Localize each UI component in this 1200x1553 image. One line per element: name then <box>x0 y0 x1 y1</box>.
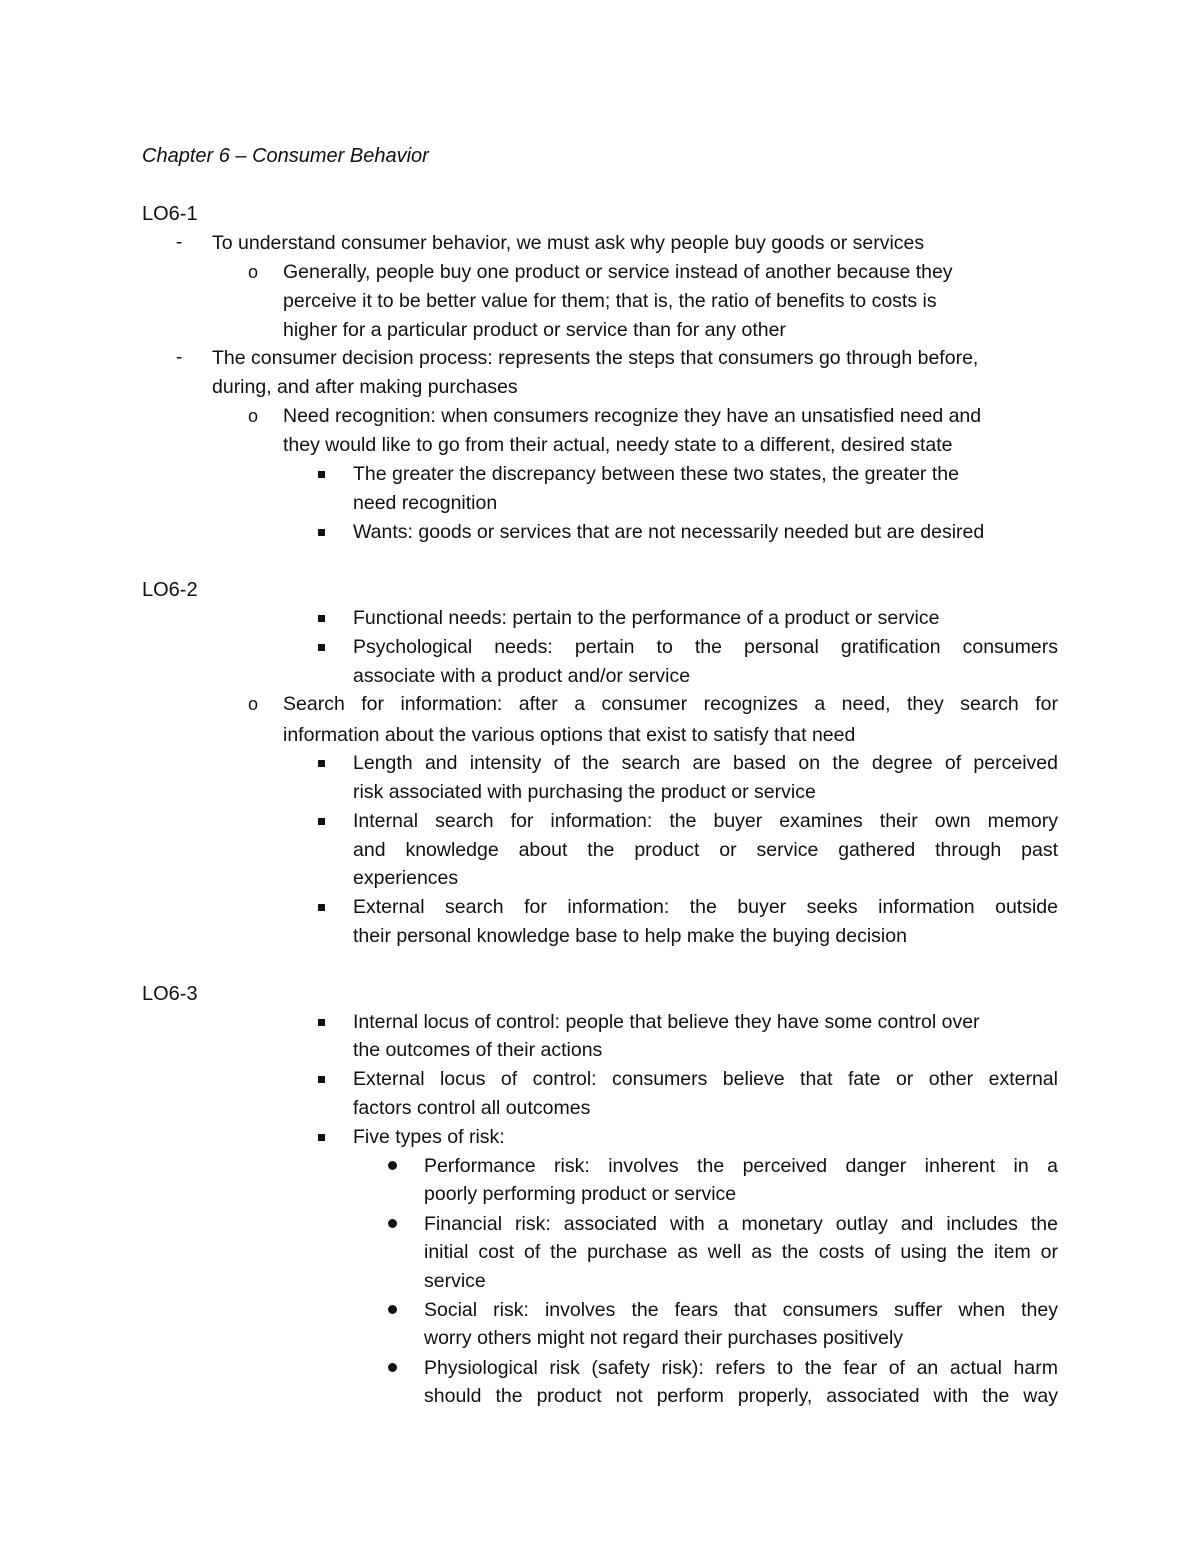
round-bullet <box>388 1363 397 1372</box>
square-bullet <box>318 1134 325 1141</box>
text-line: associate with a product and/or service <box>353 665 691 687</box>
text-line: The greater the discrepancy between these two states, the greater the <box>353 463 959 485</box>
text-line: higher for a particular product or service than for any other <box>283 319 786 341</box>
text-line: Physiological risk (safety risk): refers to the fear of an actual harm <box>424 1357 1058 1379</box>
square-bullet <box>318 1076 325 1083</box>
text-line: Length and intensity of the search are based on the degree of perceived <box>353 752 1058 774</box>
text-line: Psychological needs: pertain to the personal gratification consumers <box>353 636 1058 658</box>
text-line: Wants: goods or services that are not necessarily needed but are desired <box>353 521 985 543</box>
text-line: during, and after making purchases <box>212 376 518 398</box>
text-line: Functional needs: pertain to the performance of a product or service <box>353 607 940 629</box>
square-bullet <box>318 615 325 622</box>
text-line: Internal locus of control: people that believe they have some control over <box>353 1011 980 1033</box>
square-bullet <box>318 529 325 536</box>
text-line: External search for information: the buyer seeks information outside <box>353 896 1058 918</box>
text-line: Need recognition: when consumers recognize they have an unsatisfied need and <box>283 405 982 427</box>
square-bullet <box>318 471 325 478</box>
text-line: Performance risk: involves the perceived danger inherent in a <box>424 1155 1058 1177</box>
text-line: Social risk: involves the fears that consumers suffer when they <box>424 1299 1058 1321</box>
page-title: Chapter 6 – Consumer Behavior <box>142 145 429 167</box>
text-line: experiences <box>353 867 459 889</box>
text-line: To understand consumer behavior, we must ask why people buy goods or services <box>212 232 925 254</box>
square-bullet <box>318 760 325 767</box>
text-line: Financial risk: associated with a monetary outlay and includes the <box>424 1213 1058 1235</box>
text-line: need recognition <box>353 492 498 514</box>
text-line: Search for information: after a consumer recognizes a need, they search for <box>283 693 1058 715</box>
round-bullet <box>388 1219 397 1228</box>
square-bullet <box>318 904 325 911</box>
text-line: Five types of risk: <box>353 1126 505 1148</box>
text-line: they would like to go from their actual, needy state to a different, desired state <box>283 434 953 456</box>
text-line: initial cost of the purchase as well as the costs of using the item or <box>424 1241 1058 1263</box>
text-line: should the product not perform properly, associated with the way <box>424 1385 1058 1407</box>
text-line: risk associated with purchasing the product or service <box>353 781 816 803</box>
round-bullet <box>388 1305 397 1314</box>
text-line: The consumer decision process: represents the steps that consumers go through before, <box>212 347 979 369</box>
dash-bullet: - <box>176 232 183 253</box>
text-line: External locus of control: consumers believe that fate or other external <box>353 1068 1058 1090</box>
text-line: Internal search for information: the buyer examines their own memory <box>353 810 1058 832</box>
text-line: service <box>424 1270 486 1292</box>
text-line: Generally, people buy one product or service instead of another because they <box>283 261 953 283</box>
section-heading-lo6-3: LO6-3 <box>142 983 198 1005</box>
round-bullet <box>388 1161 397 1170</box>
text-line: and knowledge about the product or service gathered through past <box>353 839 1058 861</box>
square-bullet <box>318 644 325 651</box>
square-bullet <box>318 1019 325 1026</box>
square-bullet <box>318 818 325 825</box>
circle-bullet: o <box>248 694 259 714</box>
circle-bullet: o <box>248 262 259 282</box>
section-heading-lo6-2: LO6-2 <box>142 579 198 601</box>
text-line: perceive it to be better value for them; that is, the ratio of benefits to costs is <box>283 290 937 312</box>
text-line: worry others might not regard their purchases positively <box>424 1327 904 1349</box>
text-line: their personal knowledge base to help make the buying decision <box>353 925 907 947</box>
dash-bullet: - <box>176 347 183 368</box>
text-line: factors control all outcomes <box>353 1097 591 1119</box>
circle-bullet: o <box>248 406 259 426</box>
text-line: poorly performing product or service <box>424 1183 737 1205</box>
text-line: the outcomes of their actions <box>353 1039 603 1061</box>
section-heading-lo6-1: LO6-1 <box>142 203 198 225</box>
text-line: information about the various options that exist to satisfy that need <box>283 724 856 746</box>
